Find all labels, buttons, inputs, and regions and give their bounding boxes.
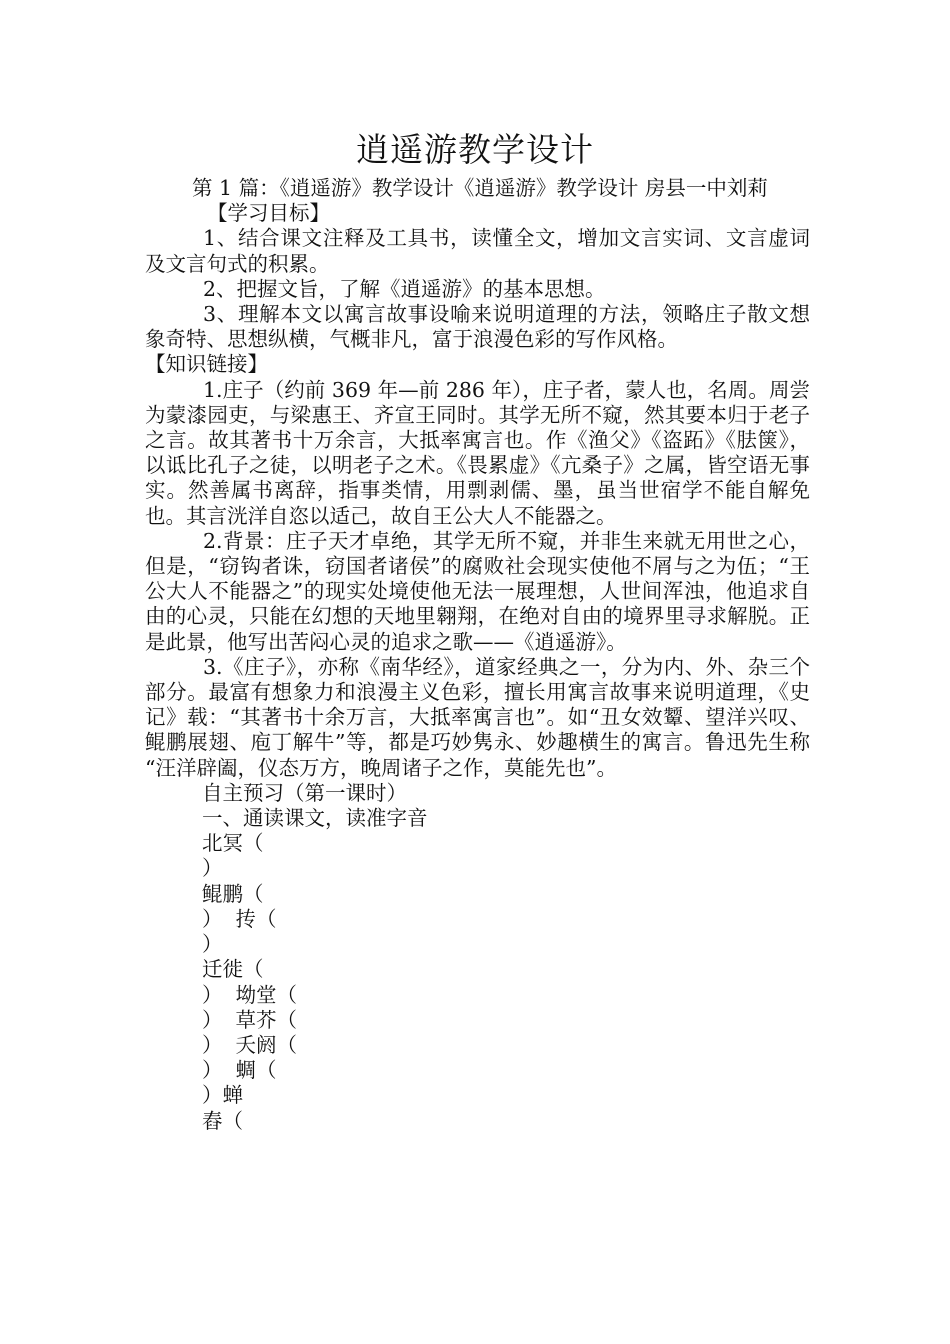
knowledge-paragraph: 2.背景：庄子天才卓绝，其学无所不窥，并非生来就无用世之心，但是，“窃钩者诛，窃国者诸侯”的腐败社会现实使他不屑与之为伍；“王公大人不能器之”的现实处境使他无法一展理想，人世间浑浊，他追求自由的心灵，只能在幻想的天地里翱翔，在绝对自由的境界里寻求解脱。正是此景，他写出苦闷心灵的追求之歌——《逍遥游》。 [145, 528, 810, 654]
pronunciation-line: ） 夭阏（ [202, 1032, 298, 1057]
pronunciation-line: ）蝉 [202, 1083, 243, 1108]
objective-item: 1、结合课文注释及工具书，读懂全文，增加文言实词、文言虚词及文言句式的积累。 [145, 226, 810, 276]
objective-item: 2、把握文旨，了解《逍遥游》的基本思想。 [203, 276, 606, 301]
preview-heading: 自主预习（第一课时） [202, 780, 407, 805]
pronunciation-line: 舂（ [202, 1108, 243, 1133]
pronunciation-line: ） [202, 932, 223, 957]
pronunciation-line: ） 蜩（ [202, 1058, 277, 1083]
pronunciation-line: 鲲鹏（ [202, 881, 264, 906]
intro-paragraph: 第 1 篇：《逍遥游》教学设计《逍遥游》教学设计 房县一中刘莉 [192, 176, 768, 200]
pronunciation-line: ） 坳堂（ [202, 982, 298, 1007]
knowledge-heading: 【知识链接】 [145, 352, 268, 377]
knowledge-paragraph: 3.《庄子》，亦称《南华经》，道家经典之一，分为内、外、杂三个部分。最富有想象力和浪漫主义色彩，擅长用寓言故事来说明道理，《史记》载：“其著书十余万言，大抵率寓言也”。如“丑女效颦、望洋兴叹、鲲鹏展翅、庖丁解牛”等，都是巧妙隽永、妙趣横生的寓言。鲁迅先生称 “汪洋辟阖，仪态万方，晚周诸子之作，莫能先也”。 [145, 654, 810, 780]
knowledge-paragraph: 1.庄子（约前 369 年—前 286 年），庄子者，蒙人也，名周。周尝为蒙漆园吏，与梁惠王、齐宣王同时。其学无所不窥，然其要本归于老子之言。故其著书十万余言，大抵率寓言也。作《渔父》《盗跖》《胠箧》，以诋比孔子之徒，以明老子之术。《畏累虚》《亢桑子》之属，皆空语无事实。然善属书离辞，指事类情，用剽剥儒、墨，虽当世宿学不能自解免也。其言洸洋自恣以适己，故自王公大人不能器之。 [145, 377, 810, 528]
pronunciation-line: ） [202, 856, 223, 881]
pronunciation-line: 北冥（ [202, 831, 264, 856]
pronunciation-line: 迁徙（ [202, 957, 264, 982]
section1-heading: 一、通读课文，读准字音 [202, 806, 428, 831]
pronunciation-line: ） 抟（ [202, 906, 277, 931]
pronunciation-line: ） 草芥（ [202, 1007, 298, 1032]
objectives-heading: 【学习目标】 [207, 201, 330, 226]
objective-item: 3、理解本文以寓言故事设喻来说明道理的方法，领略庄子散文想象奇特、思想纵横，气概非凡，富于浪漫色彩的写作风格。 [145, 302, 810, 352]
document-body [145, 176, 810, 1134]
document-title: 逍遥游教学设计 [356, 130, 594, 169]
pronunciation-list [145, 831, 810, 1133]
